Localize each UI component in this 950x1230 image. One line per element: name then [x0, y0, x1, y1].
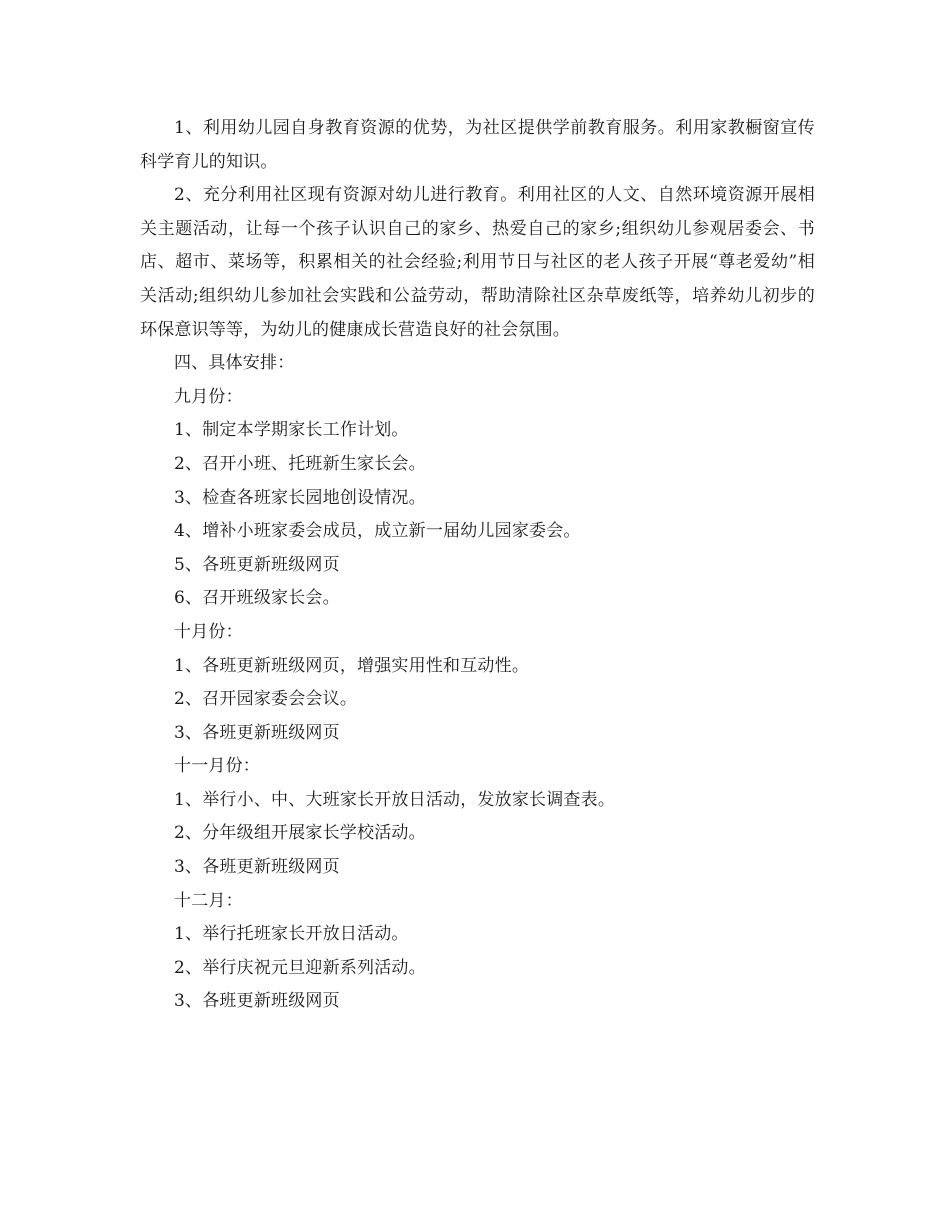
- paragraph-1: 1、利用幼儿园自身教育资源的优势，为社区提供学前教育服务。利用家教橱窗宣传科学育儿的知识。: [140, 118, 815, 172]
- list-item: 2、举行庆祝元旦迎新系列活动。: [174, 957, 426, 978]
- list-item: 1、各班更新班级网页，增强实用性和互动性。: [174, 655, 530, 676]
- document-body: [140, 112, 815, 1019]
- list-item: 1、举行托班家长开放日活动。: [174, 924, 409, 945]
- list-item: 1、举行小、中、大班家长开放日活动，发放家长调查表。: [174, 789, 616, 810]
- list-item: 5、各班更新班级网页: [174, 554, 340, 575]
- section-heading: 四、具体安排：: [174, 353, 295, 374]
- list-item: 2、分年级组开展家长学校活动。: [174, 823, 426, 844]
- list-item: 4、增补小班家委会成员，成立新一届幼儿园家委会。: [174, 521, 581, 542]
- month-label-november: 十一月份：: [174, 756, 260, 777]
- month-label-december: 十二月：: [174, 890, 243, 911]
- list-item: 3、检查各班家长园地创设情况。: [174, 487, 426, 508]
- list-item: 3、各班更新班级网页: [174, 991, 340, 1012]
- paragraph-2: 2、充分利用社区现有资源对幼儿进行教育。利用社区的人文、自然环境资源开展相关主题活动，让每一个孩子认识自己的家乡、热爱自己的家乡;组织幼儿参观居委会、书店、超市、菜场等，积累相关的社会经验;利用节日与社区的老人孩子开展“尊老爱幼”相关活动;组织幼儿参加社会实践和公益劳动，帮助清除社区杂草废纸等，培养幼儿初步的环保意识等等，为幼儿的健康成长营造良好的社会氛围。: [140, 185, 815, 340]
- list-item: 2、召开园家委会会议。: [174, 689, 358, 710]
- list-item: 6、召开班级家长会。: [174, 588, 340, 609]
- list-item: 3、各班更新班级网页: [174, 857, 340, 878]
- list-item: 1、制定本学期家长工作计划。: [174, 420, 409, 441]
- month-label-september: 九月份：: [174, 386, 243, 407]
- list-item: 3、各班更新班级网页: [174, 722, 340, 743]
- month-label-october: 十月份：: [174, 621, 243, 642]
- list-item: 2、召开小班、托班新生家长会。: [174, 453, 426, 474]
